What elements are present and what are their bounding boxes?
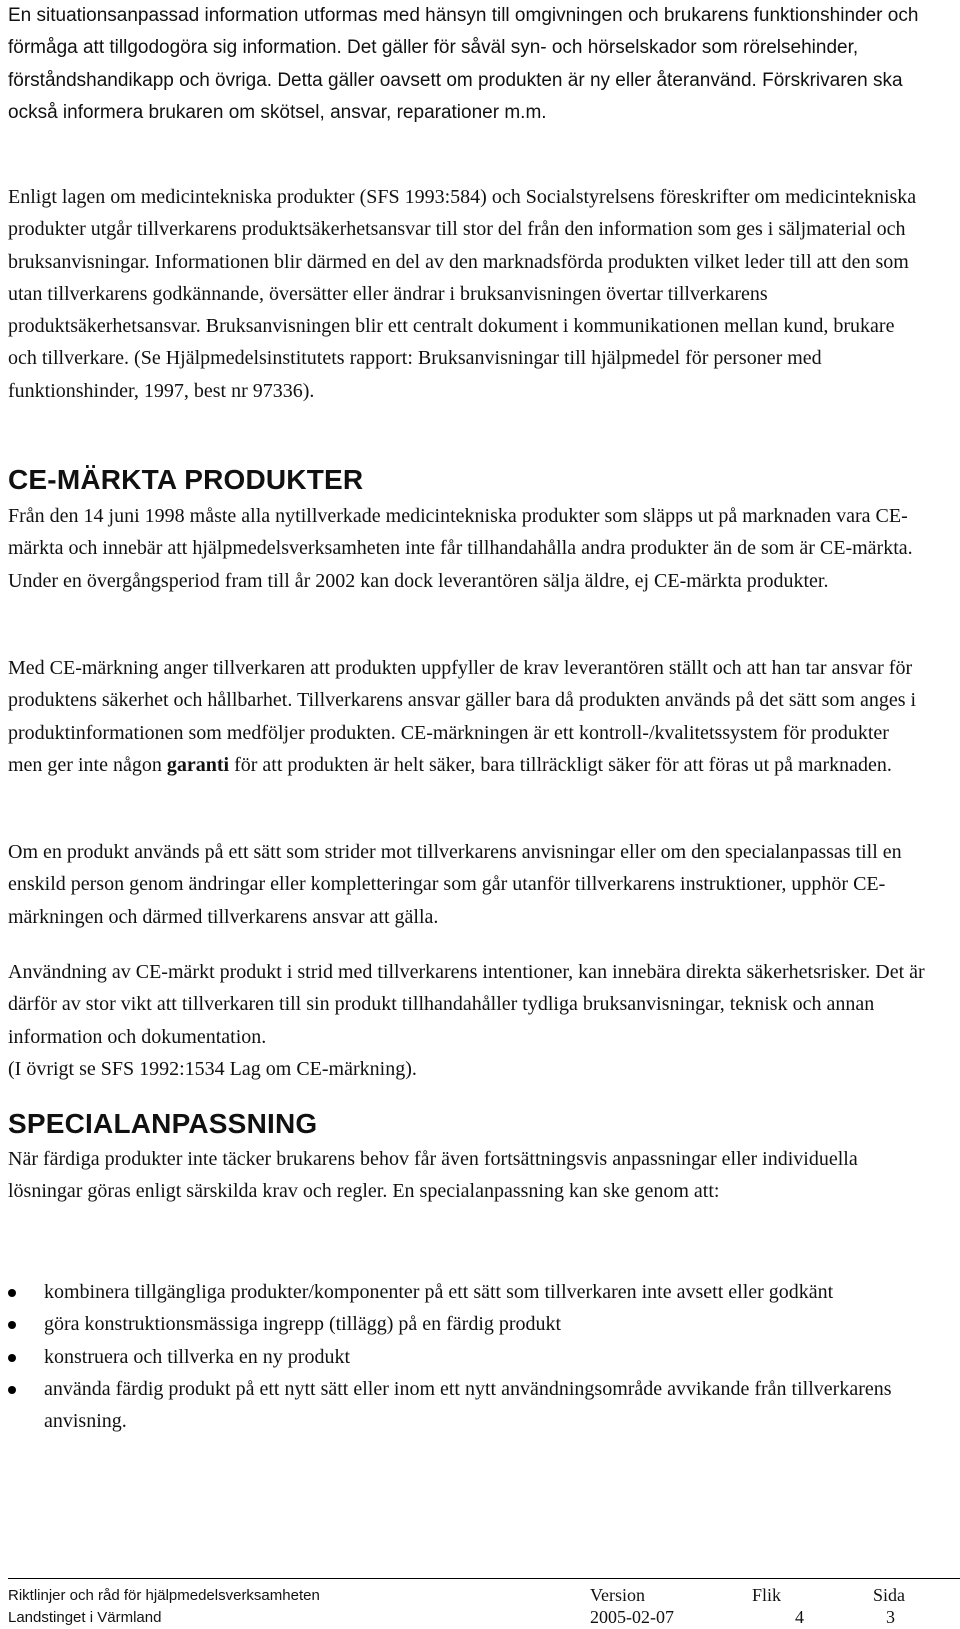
heading-ce-products: CE-MÄRKTA PRODUKTER: [8, 464, 364, 495]
ce-paragraph-2-text-b: för att produkten är helt säker, bara tillräckligt säker för att föras ut på marknaden.: [229, 753, 892, 776]
ce-paragraph-2-text-a: Med CE-märkning anger tillverkaren att produkten uppfyller de krav leverantören ställt och att han tar ansvar för produktens säkerhet och hållbarhet. Tillverkarens ansvar gäller bara då produkten används på det sätt som anges i produktinformationen som medföljer produkten. CE-märkningen är ett kontroll-/kvalitetssystem för produkter men ger inte någon: [8, 657, 917, 776]
footer-version-value: 2005-02-07: [590, 1607, 674, 1627]
list-item-text: använda färdig produkt på ett nytt sätt eller inom ett nytt användningsområde avvikande från tillverkarens anvisning.: [44, 1377, 892, 1433]
special-paragraph: [8, 1143, 920, 1208]
list-item: [0, 1276, 930, 1308]
list-item-text: kombinera tillgängliga produkter/komponenter på ett sätt som tillverkaren inte avsett eller godkänt: [44, 1281, 834, 1303]
bullet-dot: [8, 1354, 16, 1362]
footer-sida-value: 3: [886, 1607, 895, 1627]
ce-paragraph-4-ref: (I övrigt se SFS 1992:1534 Lag om CE-märkning).: [8, 1058, 417, 1080]
ce-paragraph-1: Från den 14 juni 1998 måste alla nytillverkade medicintekniska produkter som släpps ut på marknaden vara CE-märkta och innebär att hjälpmedelsverksamheten inte får tillhandahålla andra produkter än de som är CE-märkta. Under en övergångsperiod fram till år 2002 kan dock leverantören sälja äldre, ej CE-märkta produkter.: [8, 505, 913, 592]
bullet-list: [0, 1276, 930, 1437]
footer-sida-label: Sida: [873, 1585, 906, 1605]
footer-version-label: Version: [590, 1585, 645, 1605]
list-item: [0, 1341, 930, 1373]
ce-paragraph-2-bold: garanti: [166, 753, 230, 776]
list-item-text: göra konstruktionsmässiga ingrepp (tillägg) på en färdig produkt: [44, 1313, 562, 1336]
ce-paragraph-3: Om en produkt används på ett sätt som strider mot tillverkarens anvisningar eller om den specialanpassas till en enskild person genom ändringar eller kompletteringar som går utanför tillverkarens instruktioner, upphör CE-märkningen och därmed tillverkarens ansvar att gälla.: [8, 841, 902, 928]
footer-flik-value: 4: [795, 1607, 804, 1627]
footer-flik-label: Flik: [752, 1585, 782, 1605]
ce-paragraph-2: [8, 652, 928, 781]
list-item: [0, 1308, 930, 1340]
bullet-dot: [8, 1321, 16, 1329]
list-item: [0, 1373, 930, 1438]
ce-paragraph-4: Användning av CE-märkt produkt i strid med tillverkarens intentioner, kan innebära direkta säkerhetsrisker. Det är därför av stor vikt att tillverkaren till sin produkt tillhandahåller tydliga bruksanvisningar, teknisk och annan information och dokumentation.: [8, 961, 925, 1048]
heading-special: SPECIALANPASSNING: [8, 1108, 318, 1139]
footer-title: Riktlinjer och råd för hjälpmedelsverksamheten: [8, 1587, 320, 1604]
footer-divider: [8, 1578, 960, 1579]
footer-organization: Landstinget i Värmland: [8, 1609, 162, 1626]
bullet-dot: [8, 1386, 16, 1394]
law-paragraph: Enligt lagen om medicintekniska produkter (SFS 1993:584) och Socialstyrelsens föreskrifter om medicintekniska produkter utgår tillverkarens produktsäkerhetsansvar till stor del från den information som ges i säljmaterial och bruksanvisningar. Informationen blir därmed en del av den marknadsförda produkten vilket leder till att den som utan tillverkarens godkännande, översätter eller ändrar i bruksanvisningen övertar tillverkarens produktsäkerhetsansvar. Bruksanvisningen blir ett centralt dokument i kommunikationen mellan kund, brukare och tillverkare. (Se Hjälpmedelsinstitutets rapport: Bruksanvisningar till hjälpmedel för personer med funktionshinder, 1997, best nr 97336).: [8, 186, 917, 402]
bullet-dot: [8, 1289, 16, 1297]
special-paragraph-text: När färdiga produkter inte täcker brukarens behov får även fortsättningsvis anpassningar eller individuella lösningar göras enligt särskilda krav och regler. En specialanpassning kan ske genom att:: [8, 1148, 858, 1203]
list-item-text: konstruera och tillverka en ny produkt: [44, 1345, 351, 1368]
intro-paragraph: En situationsanpassad information utformas med hänsyn till omgivningen och brukarens funktionshinder och förmåga att tillgodogöra sig information. Det gäller för såväl syn- och hörselskador som rörelsehinder, förståndshandikapp och övriga. Detta gäller oavsett om produkten är ny eller återanvänd. Förskrivaren ska också informera brukaren om skötsel, ansvar, reparationer m.m.: [8, 5, 919, 123]
